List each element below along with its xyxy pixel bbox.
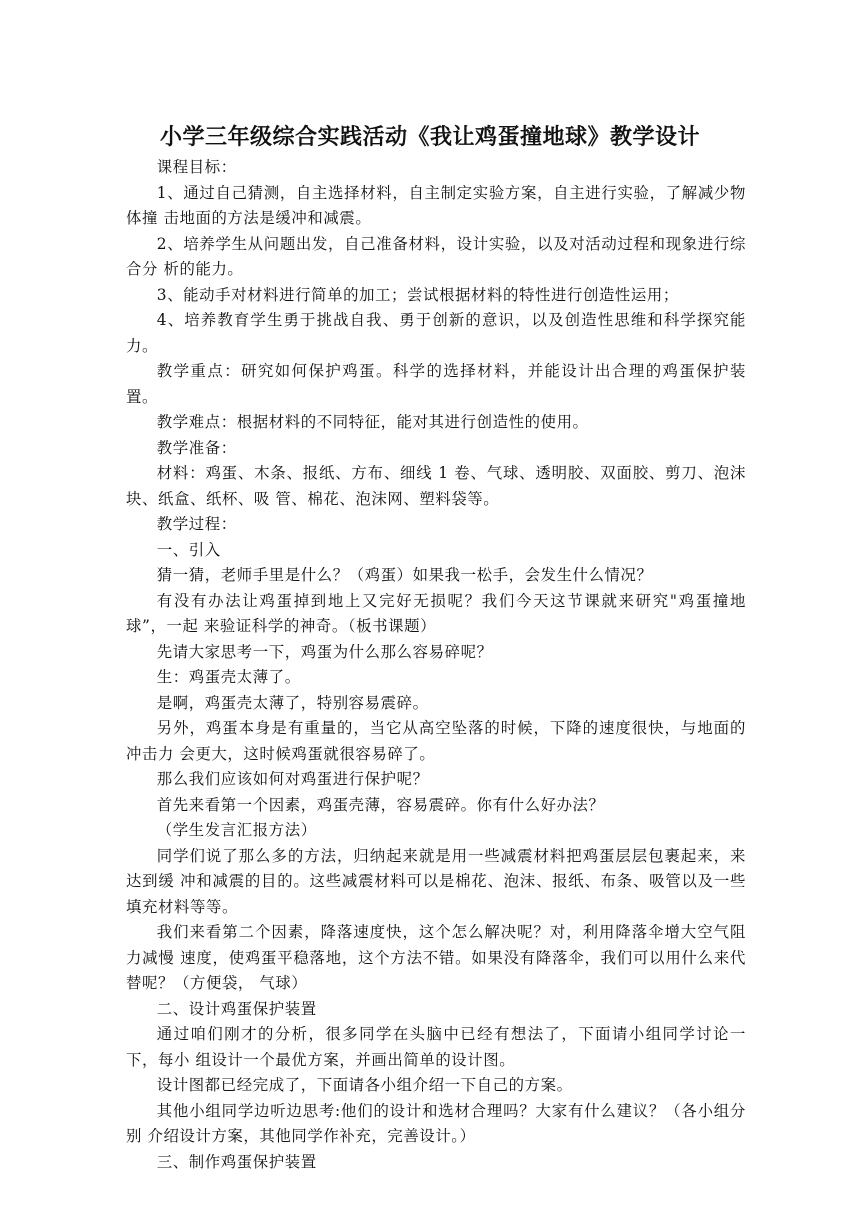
teaching-difficulty-paragraph: 教学难点：根据材料的不同特征，能对其进行创造性的使用。 — [156, 413, 589, 431]
section-heading-make: 三、制作鸡蛋保护装置 — [156, 1152, 317, 1171]
body-paragraph: 其他小组同学边听边思考:他们的设计和选材合理吗？大家有什么建议？（各小组分别 介绍设计方案，其他同学作补充，完善设计。） — [126, 1101, 746, 1145]
goal-4-paragraph: 4、培养教育学生勇于挑战自我、勇于创新的意识，以及创造性思维和科学探究能力。 — [126, 311, 746, 355]
body-paragraph: 设计图都已经完成了，下面请各小组介绍一下自己的方案。 — [156, 1076, 573, 1094]
body-paragraph: 是啊，鸡蛋壳太薄了，特别容易震碎。 — [156, 693, 429, 712]
section-heading-intro: 一、引入 — [156, 540, 221, 559]
body-paragraph: 有没有办法让鸡蛋掉到地上又完好无损呢？我们今天这节课就来研究"鸡蛋撞地球”，一起 来验证科学的神奇。（板书课题） — [126, 591, 746, 635]
goal-1-paragraph: 1、通过自己猜测，自主选择材料，自主制定实验方案，自主进行实验，了解减少物体撞 击地面的方法是缓冲和减震。 — [126, 183, 746, 227]
goal-2-paragraph: 2、培养学生从问题出发，自己准备材料，设计实验，以及对活动过程和现象进行综合分 析的能力。 — [126, 234, 746, 278]
body-paragraph: 首先来看第一个因素，鸡蛋壳薄，容易震碎。你有什么好办法？ — [156, 795, 605, 814]
goal-3-paragraph: 3、能动手对材料进行简单的加工；尝试根据材料的特性进行创造性运用； — [156, 285, 679, 304]
body-paragraph: 生：鸡蛋壳太薄了。 — [156, 668, 301, 686]
heading-preparation: 教学准备： — [156, 438, 237, 457]
heading-course-goals: 课程目标： — [156, 158, 237, 176]
teaching-focus-paragraph: 教学重点：研究如何保护鸡蛋。科学的选择材料，并能设计出合理的鸡蛋保护装置。 — [126, 362, 746, 406]
body-paragraph: （学生发言汇报方法） — [156, 821, 317, 839]
body-paragraph: 那么我们应该如何对鸡蛋进行保护呢？ — [156, 770, 429, 788]
body-paragraph: 同学们说了那么多的方法，归纳起来就是用一些减震材料把鸡蛋层层包裹起来，来达到缓 冲和减震的目的。这些减震材料可以是棉花、泡沫、报纸、布条、吸管以及一些填充材料等等。 — [126, 846, 746, 916]
section-heading-design: 二、设计鸡蛋保护装置 — [156, 999, 317, 1018]
heading-process: 教学过程： — [156, 515, 237, 533]
body-paragraph: 猜一猜，老师手里是什么？（鸡蛋）如果我一松手，会发生什么情况？ — [156, 566, 653, 584]
body-paragraph: 另外，鸡蛋本身是有重量的，当它从高空坠落的时候，下降的速度很快，与地面的冲击力 会更大，这时候鸡蛋就很容易碎了。 — [126, 719, 746, 763]
body-paragraph: 我们来看第二个因素，降落速度快，这个怎么解决呢？对，利用降落伞增大空气阻力减慢 速度，使鸡蛋平稳落地，这个方法不错。如果没有降落伞，我们可以用什么来代替呢？（方便袋， 气球） — [126, 923, 746, 992]
document-title: 小学三年级综合实践活动《我让鸡蛋撞地球》教学设计 — [159, 124, 700, 150]
materials-paragraph: 材料：鸡蛋、木条、报纸、方布、细线 1 卷、气球、透明胶、双面胶、剪刀、泡沫块、纸盒、纸杯、吸 管、棉花、泡沫网、塑料袋等。 — [126, 464, 746, 508]
body-paragraph: 通过咱们刚才的分析，很多同学在头脑中已经有想法了，下面请小组同学讨论一下，每小 组设计一个最优方案，并画出简单的设计图。 — [126, 1025, 746, 1069]
body-paragraph: 先请大家思考一下，鸡蛋为什么那么容易碎呢？ — [156, 642, 493, 661]
document-body — [126, 155, 746, 1175]
